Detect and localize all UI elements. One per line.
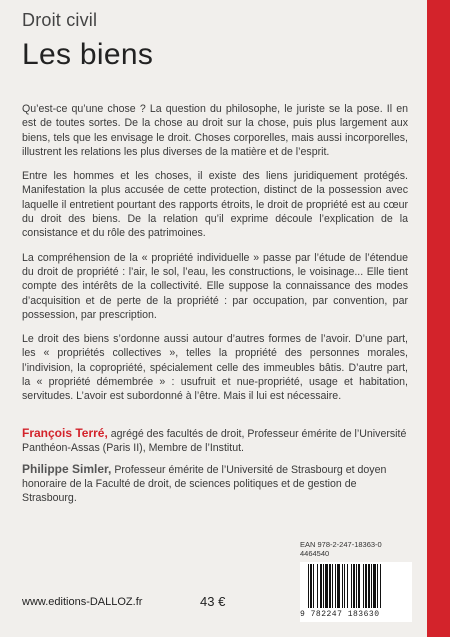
barcode-bar bbox=[325, 564, 328, 608]
barcode-bar bbox=[337, 564, 340, 608]
barcode-bar bbox=[347, 564, 348, 608]
barcode-bar bbox=[342, 564, 343, 608]
barcode-bar bbox=[353, 564, 355, 608]
book-title: Les biens bbox=[22, 38, 154, 71]
blurb-paragraph: Entre les hommes et les choses, il existe des liens juridiquement protégés. Manifestation la plus accusée de cette protection, distinct de la possession avec laquelle il entretient pourtant des rapports étroits, le droit de propriété est au cœur du droit des biens. De la relation qu’il exprime découle l’explication de la consistance et du rôle des patrimoines. bbox=[22, 170, 408, 240]
barcode-bar bbox=[363, 564, 364, 608]
blurb-paragraph: La compréhension de la « propriété individuelle » passe par l’étude de l’étendue du droit de propriété : l’air, le sol, l’eau, les constructions, le voisinage... Elle tient compte des intérêts de la collectivité. Elle suppose la connaissance des modes d’acquisition et de perte de la propriété : par occupation, par convention, par possession, par prescription. bbox=[22, 251, 408, 321]
barcode-bar bbox=[344, 564, 345, 608]
red-side-band bbox=[427, 0, 450, 637]
author-description: Professeur émérite de l’Université de Strasbourg et doyen honoraire de la Faculté de droit, de sciences politiques et de gestion de Strasbourg. bbox=[22, 463, 387, 505]
barcode-bar bbox=[377, 564, 378, 608]
barcode-bar bbox=[365, 564, 367, 608]
barcode-bar bbox=[380, 564, 381, 608]
series-name: Droit civil bbox=[22, 10, 98, 30]
barcode-bar bbox=[371, 564, 372, 608]
barcode-bar bbox=[351, 564, 352, 608]
barcode-bar bbox=[313, 564, 314, 608]
blurb-paragraph: Le droit des biens s’ordonne aussi autour d’autres formes de l’avoir. D’une part, les « propriétés collectives », telles la propriété des personnes morales, l’indivision, la copropriété, spécialement celle des immeubles bâtis. D’autre part, la « propriété démembrée » : usufruit et nue-propriété, usage et habitation, servitudes. L’avoir est subordonné à l’être. Mais il lui est nécessaire. bbox=[22, 333, 408, 403]
barcode-block bbox=[300, 540, 412, 622]
publisher-url: www.editions-DALLOZ.fr bbox=[22, 596, 143, 608]
author-name: François Terré, bbox=[22, 426, 108, 440]
barcode-bar bbox=[332, 564, 333, 608]
internal-code: 4464540 bbox=[300, 549, 330, 558]
authors-block bbox=[22, 426, 408, 511]
author-entry bbox=[22, 426, 408, 456]
author-name: Philippe Simler, bbox=[22, 461, 112, 476]
barcode-bar bbox=[317, 564, 318, 608]
barcode-bar bbox=[335, 564, 336, 608]
author-description: agrégé des facultés de droit, Professeur émérite de l’Université Panthéon-Assas (Paris II), Membre de l’Institut. bbox=[22, 428, 407, 455]
barcode-bar bbox=[320, 564, 322, 608]
barcode bbox=[300, 562, 412, 622]
barcode-bar bbox=[373, 564, 376, 608]
barcode-bar bbox=[329, 564, 331, 608]
barcode-digits: 9 782247 183630 bbox=[300, 610, 380, 619]
blurb-paragraph: Qu’est-ce qu’une chose ? La question du philosophe, le juriste se la pose. Il en est de toutes sortes. De la chose au droit sur la chose, puis plus largement aux biens, tels que les envisage le droit. Choses corporelles, mais aussi incorporelles, illustrent les relations les plus diverses de la matière et de l’esprit. bbox=[22, 103, 408, 158]
barcode-bar bbox=[368, 564, 370, 608]
price: 43 € bbox=[200, 594, 226, 609]
barcode-bar bbox=[308, 564, 309, 608]
barcode-bar bbox=[323, 564, 324, 608]
ean-number: EAN 978-2-247-18363-0 bbox=[300, 540, 382, 549]
barcode-bar bbox=[310, 564, 312, 608]
barcode-bar bbox=[356, 564, 357, 608]
barcode-bars bbox=[300, 562, 412, 610]
author-entry bbox=[22, 462, 408, 506]
blurb bbox=[22, 102, 408, 414]
barcode-bar bbox=[358, 564, 360, 608]
